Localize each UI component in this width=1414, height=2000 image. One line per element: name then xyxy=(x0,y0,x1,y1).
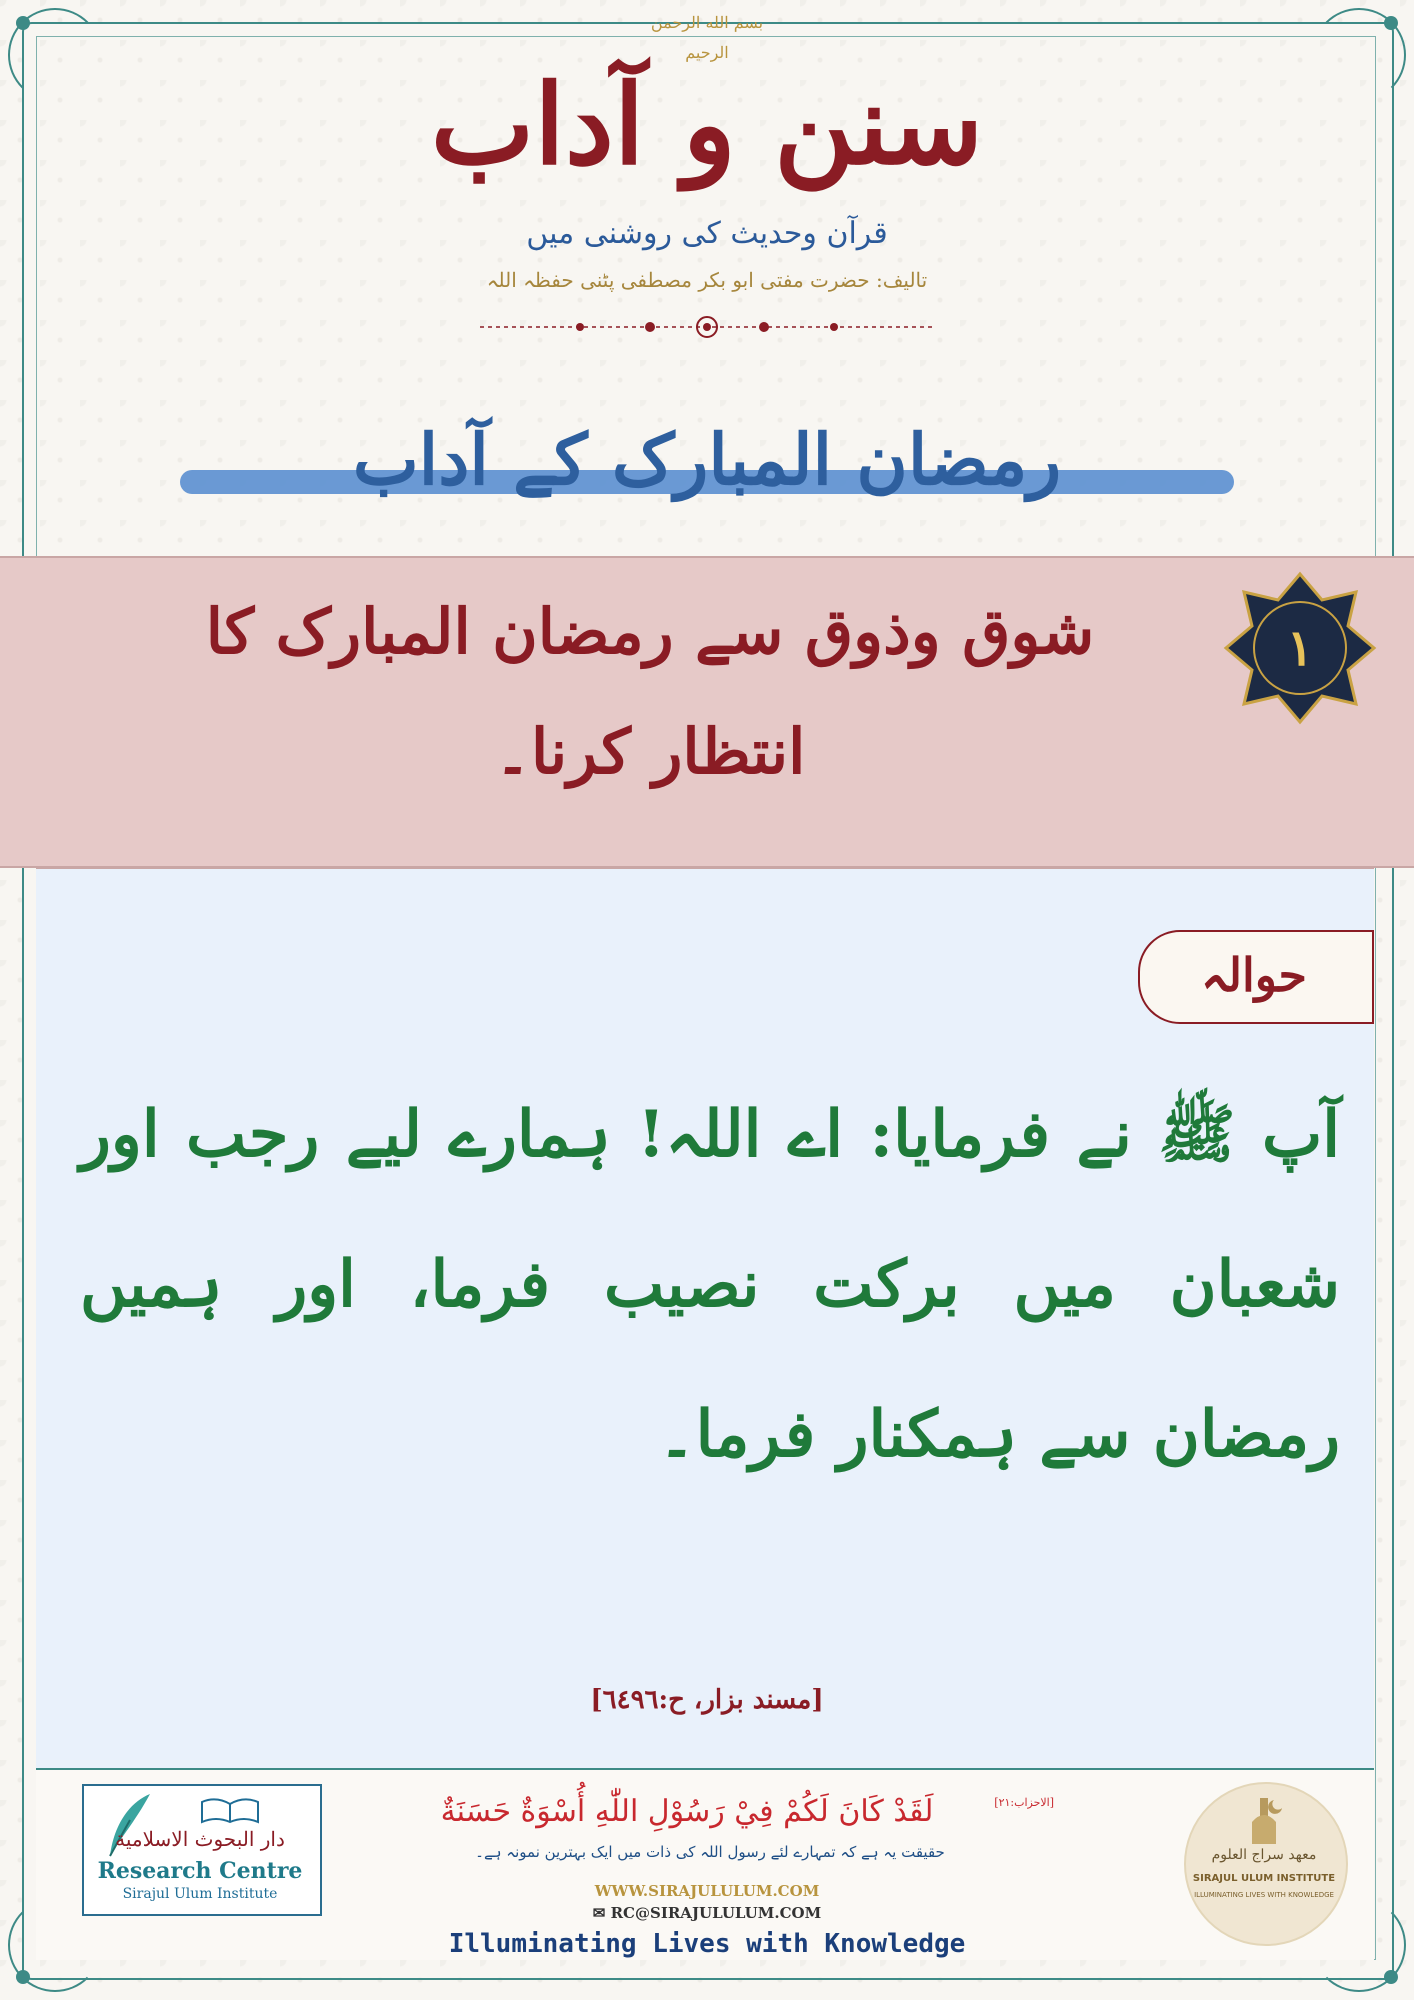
main-title: سنن و آداب xyxy=(430,60,984,189)
corner-dot xyxy=(16,16,30,30)
point-text: شوق وذوق سے رمضان المبارک کا انتظار کرنا۔ xyxy=(205,595,1095,788)
quran-ayah: لَقَدْ كَانَ لَكُمْ فِيْ رَسُوْلِ اللّٰهِ أُسْوَةٌ حَسَنَةٌ xyxy=(440,1794,934,1829)
email-link[interactable]: ✉ RC@SIRAJULULUM.COM xyxy=(592,1904,822,1922)
corner-dot xyxy=(1384,1970,1398,1984)
topic-title: رمضان المبارک کے آداب xyxy=(352,418,1062,501)
mosque-icon xyxy=(1234,1792,1294,1844)
research-centre-arabic: دار البحوث الاسلامية xyxy=(115,1827,285,1851)
bismillah: بسم الله الرحمن الرحيم xyxy=(650,13,764,62)
ornamental-divider xyxy=(480,314,934,340)
corner-dot xyxy=(1384,16,1398,30)
hadith-text: آپ ﷺ نے فرمایا: اے اللہ! ہمارے لیے رجب اور شعبان میں برکت نصیب فرما، اور ہمیں رمضان سے ہمکنار فرما۔ xyxy=(80,1097,1340,1472)
research-centre-title: Research Centre xyxy=(97,1858,303,1884)
subtitle: قرآن وحدیث کی روشنی میں xyxy=(526,216,888,251)
sirajul-ulum-tagline: ILLUMINATING LIVES WITH KNOWLEDGE xyxy=(1194,1891,1334,1899)
website-link[interactable]: WWW.SIRAJULULUM.COM xyxy=(594,1882,820,1900)
point-number: ۱ xyxy=(1286,618,1314,677)
open-book-icon xyxy=(200,1796,260,1824)
ayah-reference: [الاحزاب:٢١] xyxy=(994,1796,1054,1809)
corner-dot xyxy=(16,1970,30,1984)
author-line: تالیف: حضرت مفتی ابو بکر مصطفی پٹنی حفظہ اللہ xyxy=(486,268,928,292)
sirajul-ulum-arabic: معهد سراج العلوم xyxy=(1211,1847,1317,1863)
research-centre-subtitle: Sirajul Ulum Institute xyxy=(122,1886,278,1902)
tagline: Illuminating Lives with Knowledge xyxy=(448,1929,966,1959)
sirajul-ulum-name: SIRAJUL ULUM INSTITUTE xyxy=(1192,1873,1336,1884)
reference-label: حوالہ xyxy=(1201,948,1307,1002)
ayah-translation: حقیقت یہ ہے کہ تمہارے لئے رسول اللہ کی ذات میں ایک بہترین نمونہ ہے۔ xyxy=(475,1843,945,1861)
citation: [مسند بزار، ح:٦٤٩٦] xyxy=(590,1685,824,1715)
